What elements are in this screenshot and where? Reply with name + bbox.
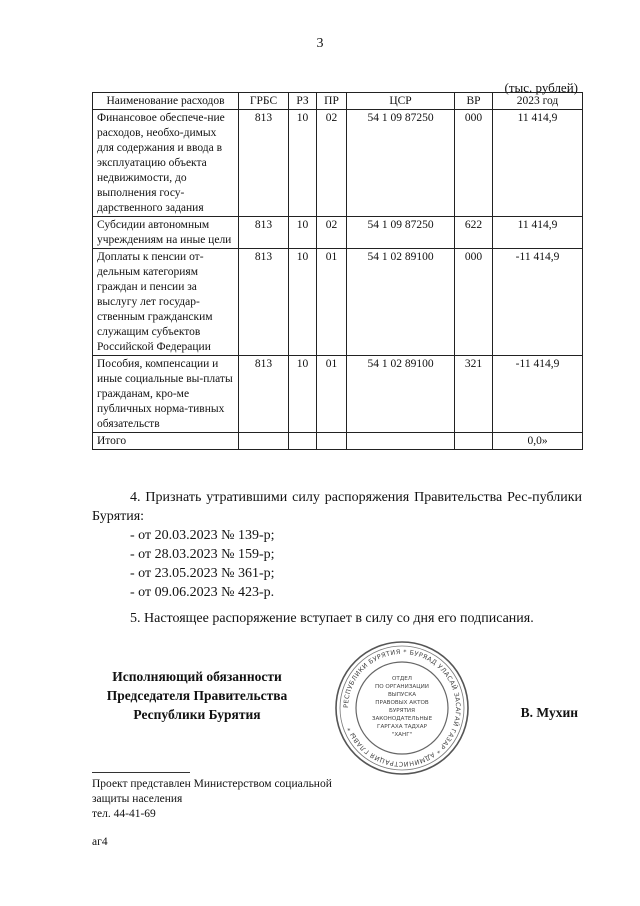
seal-ring-text: РЕСПУБЛИКИ БУРЯТИЯ * БУРЯАД УЛАСАЙ ЗАСАГАЙ ГАЗАР * АДМИНИСТРАЦИЯ ГЛАВЫ *	[341, 647, 463, 769]
units-label: (тыс. рублей)	[504, 80, 578, 95]
cell-empty	[455, 433, 493, 450]
header-csr: ЦСР	[347, 93, 455, 110]
seal-line: ЗАКОНОДАТЕЛЬНЫЕ	[371, 716, 433, 722]
cell-rz: 10	[289, 110, 317, 217]
table-total-row	[93, 433, 583, 450]
cell-name: Доплаты к пенсии от-дельным категориям граждан и пенсии за выслугу лет государ-ственным гражданским служащим субъектов Российской Федерации	[93, 249, 239, 356]
cell-vr: 000	[455, 110, 493, 217]
official-seal-stamp	[334, 640, 470, 776]
signatory-title	[92, 667, 302, 724]
table-row	[93, 249, 583, 356]
paragraph-5: 5. Настоящее распоряжение вступает в силу со дня его подписания.	[130, 611, 534, 626]
cell-empty	[289, 433, 317, 450]
cell-grbs: 813	[239, 110, 289, 217]
cell-grbs: 813	[239, 217, 289, 249]
header-grbs: ГРБС	[239, 93, 289, 110]
cell-csr: 54 1 09 87250	[347, 217, 455, 249]
cell-empty	[239, 433, 289, 450]
cell-pr: 01	[317, 356, 347, 433]
footnote-line-3: тел. 44-41-69	[92, 808, 156, 820]
header-rz: РЗ	[289, 93, 317, 110]
total-label: Итого	[93, 433, 239, 450]
page-number: 3	[316, 36, 324, 51]
cell-amount: 11 414,9	[493, 217, 583, 249]
signatory-line-2: Председателя Правительства	[106, 688, 288, 703]
cell-csr: 54 1 02 89100	[347, 356, 455, 433]
cell-csr: 54 1 09 87250	[347, 110, 455, 217]
cell-name: Финансовое обеспече-ние расходов, необхо-димых для содержания и ввода в эксплуатацию объекта недвижимости, до выполнения госу-дарственного задания	[93, 110, 239, 217]
cell-pr: 01	[317, 249, 347, 356]
cell-amount: -11 414,9	[493, 356, 583, 433]
cell-grbs: 813	[239, 249, 289, 356]
seal-line: ОТДЕЛ	[392, 676, 412, 682]
footnote-line-1: Проект представлен Министерством социальной	[92, 778, 332, 790]
cell-empty	[317, 433, 347, 450]
footnote-divider	[92, 772, 190, 773]
cell-amount: -11 414,9	[493, 249, 583, 356]
cell-rz: 10	[289, 356, 317, 433]
seal-line: ВЫПУСКА	[387, 692, 417, 698]
cell-amount: 11 414,9	[493, 110, 583, 217]
cell-vr: 000	[455, 249, 493, 356]
cell-vr: 622	[455, 217, 493, 249]
seal-line: ГАРГАХА ТАДХАР	[377, 724, 427, 730]
seal-line: БУРЯТИЯ	[389, 708, 415, 714]
table-row	[93, 110, 583, 217]
header-name: Наименование расходов	[93, 93, 239, 110]
table-row	[93, 217, 583, 249]
signatory-line-3: Республики Бурятия	[133, 707, 261, 722]
cell-pr: 02	[317, 217, 347, 249]
cell-name: Пособия, компенсации и иные социальные вы-платы гражданам, кро-ме публичных норма-тивных обязательств	[93, 356, 239, 433]
header-pr: ПР	[317, 93, 347, 110]
seal-line: "ХАНГ"	[391, 732, 413, 738]
list-item: - от 09.06.2023 № 423-р.	[130, 585, 275, 600]
cell-rz: 10	[289, 217, 317, 249]
footnote-line-2: защиты населения	[92, 793, 183, 805]
footer-code: аг4	[92, 836, 108, 848]
table-row	[93, 356, 583, 433]
repealed-orders-list	[130, 526, 275, 602]
list-item: - от 23.05.2023 № 361-р;	[130, 566, 275, 581]
cell-pr: 02	[317, 110, 347, 217]
header-vr: ВР	[455, 93, 493, 110]
seal-line: ПО ОРГАНИЗАЦИИ	[375, 684, 429, 690]
paragraph-4: 4. Признать утратившими силу распоряжения Правительства Рес-публики Бурятия:	[92, 490, 582, 524]
footnote	[92, 777, 332, 822]
signatory-name: В. Мухин	[520, 705, 578, 720]
budget-table	[92, 92, 583, 450]
cell-grbs: 813	[239, 356, 289, 433]
cell-name: Субсидии автономным учреждениям на иные цели	[93, 217, 239, 249]
total-value: 0,0»	[493, 433, 583, 450]
signatory-line-1: Исполняющий обязанности	[112, 669, 282, 684]
cell-vr: 321	[455, 356, 493, 433]
cell-rz: 10	[289, 249, 317, 356]
table-header-row	[93, 93, 583, 110]
cell-csr: 54 1 02 89100	[347, 249, 455, 356]
seal-line: ПРАВОВЫХ АКТОВ	[375, 700, 429, 706]
cell-empty	[347, 433, 455, 450]
header-year: 2023 год	[493, 93, 583, 110]
list-item: - от 20.03.2023 № 139-р;	[130, 528, 275, 543]
list-item: - от 28.03.2023 № 159-р;	[130, 547, 275, 562]
